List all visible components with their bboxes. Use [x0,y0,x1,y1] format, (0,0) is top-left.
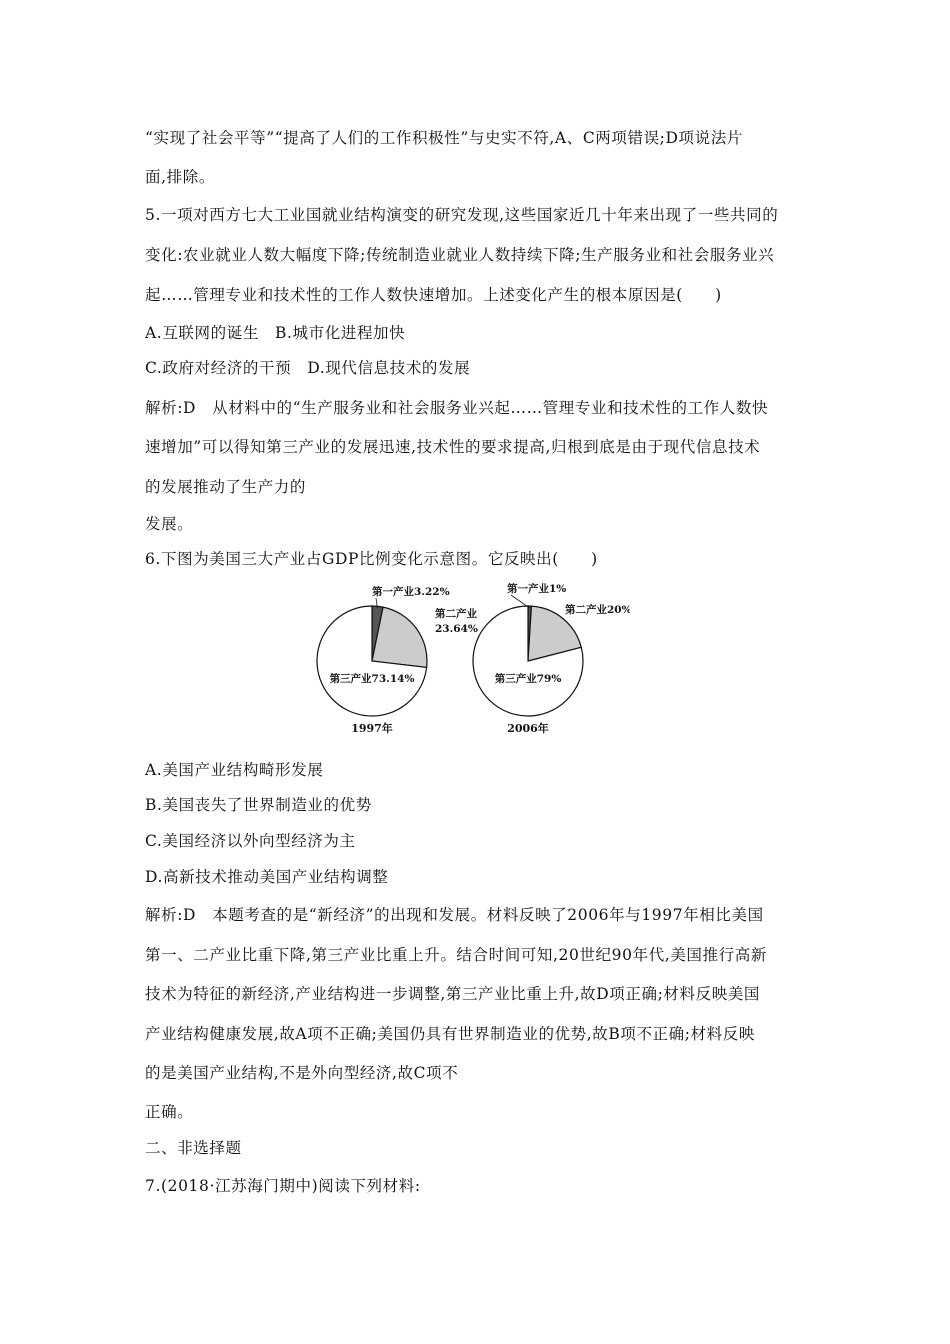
section-heading: 二、非选择题 [145,1139,242,1157]
text-line: 产业结构健康发展,故A项不正确;美国仍具有世界制造业的优势,故B项不正确;材料反映 [145,1025,755,1043]
text-line: 起……管理专业和技术性的工作人数快速增加。上述变化产生的根本原因是( ) [145,286,722,304]
text-line: 变化:农业就业人数大幅度下降;传统制造业就业人数持续下降;生产服务业和社会服务业兴 [145,246,775,264]
text-line: 第一、二产业比重下降,第三产业比重上升。结合时间可知,20世纪90年代,美国推行高新 [145,946,767,964]
slice-label: 第三产业79% [494,673,562,685]
slice-label: 第二产业 [435,608,477,620]
slice-label: 第一产业1% [507,583,567,595]
text-line: 的是美国产业结构,不是外向型经济,故C项不 [145,1064,459,1082]
text-line: 技术为特征的新经济,产业结构进一步调整,第三产业比重上升,故D项正确;材料反映美国 [145,985,761,1003]
text-line: 正确。 [145,1103,194,1121]
chart-year-label: 1997年 [351,722,393,735]
text-line: 的发展推动了生产力的 [145,478,307,496]
option-line: D.高新技术推动美国产业结构调整 [145,868,389,886]
option-line: C.美国经济以外向型经济为主 [145,832,356,850]
question-7-stem: 7.(2018·江苏海门期中)阅读下列材料: [145,1177,421,1195]
option-line: C.政府对经济的干预 D.现代信息技术的发展 [145,359,471,377]
option-line: B.美国丧失了世界制造业的优势 [145,796,372,814]
pie-charts-svg [300,572,630,742]
text-line: “实现了社会平等”“提高了人们的工作积极性”与史实不符,A、C两项错误;D项说法片 [145,129,743,147]
text-line: 发展。 [145,515,194,533]
analysis-line: 解析:D 从材料中的“生产服务业和社会服务业兴起……管理专业和技术性的工作人数快 [145,399,769,417]
analysis-line: 解析:D 本题考查的是“新经济”的出现和发展。材料反映了2006年与1997年相比美国 [145,906,764,924]
pie-chart-figure [300,572,630,742]
slice-label: 第三产业73.14% [329,673,415,685]
text-line: 面,排除。 [145,168,215,186]
question-6-stem: 6.下图为美国三大产业占GDP比例变化示意图。它反映出( ) [145,550,598,568]
slice-label: 第一产业3.22% [372,586,450,598]
slice-label: 第二产业20% [565,604,630,616]
slice-label: 23.64% [435,623,478,635]
option-line: A.互联网的诞生 B.城市化进程加快 [145,324,406,342]
option-line: A.美国产业结构畸形发展 [145,761,324,779]
question-5-stem: 5.一项对西方七大工业国就业结构演变的研究发现,这些国家近几十年来出现了一些共同的 [145,206,779,224]
chart-year-label: 2006年 [507,722,549,735]
text-line: 速增加”可以得知第三产业的发展迅速,技术性的要求提高,归根到底是由于现代信息技术 [145,438,761,456]
